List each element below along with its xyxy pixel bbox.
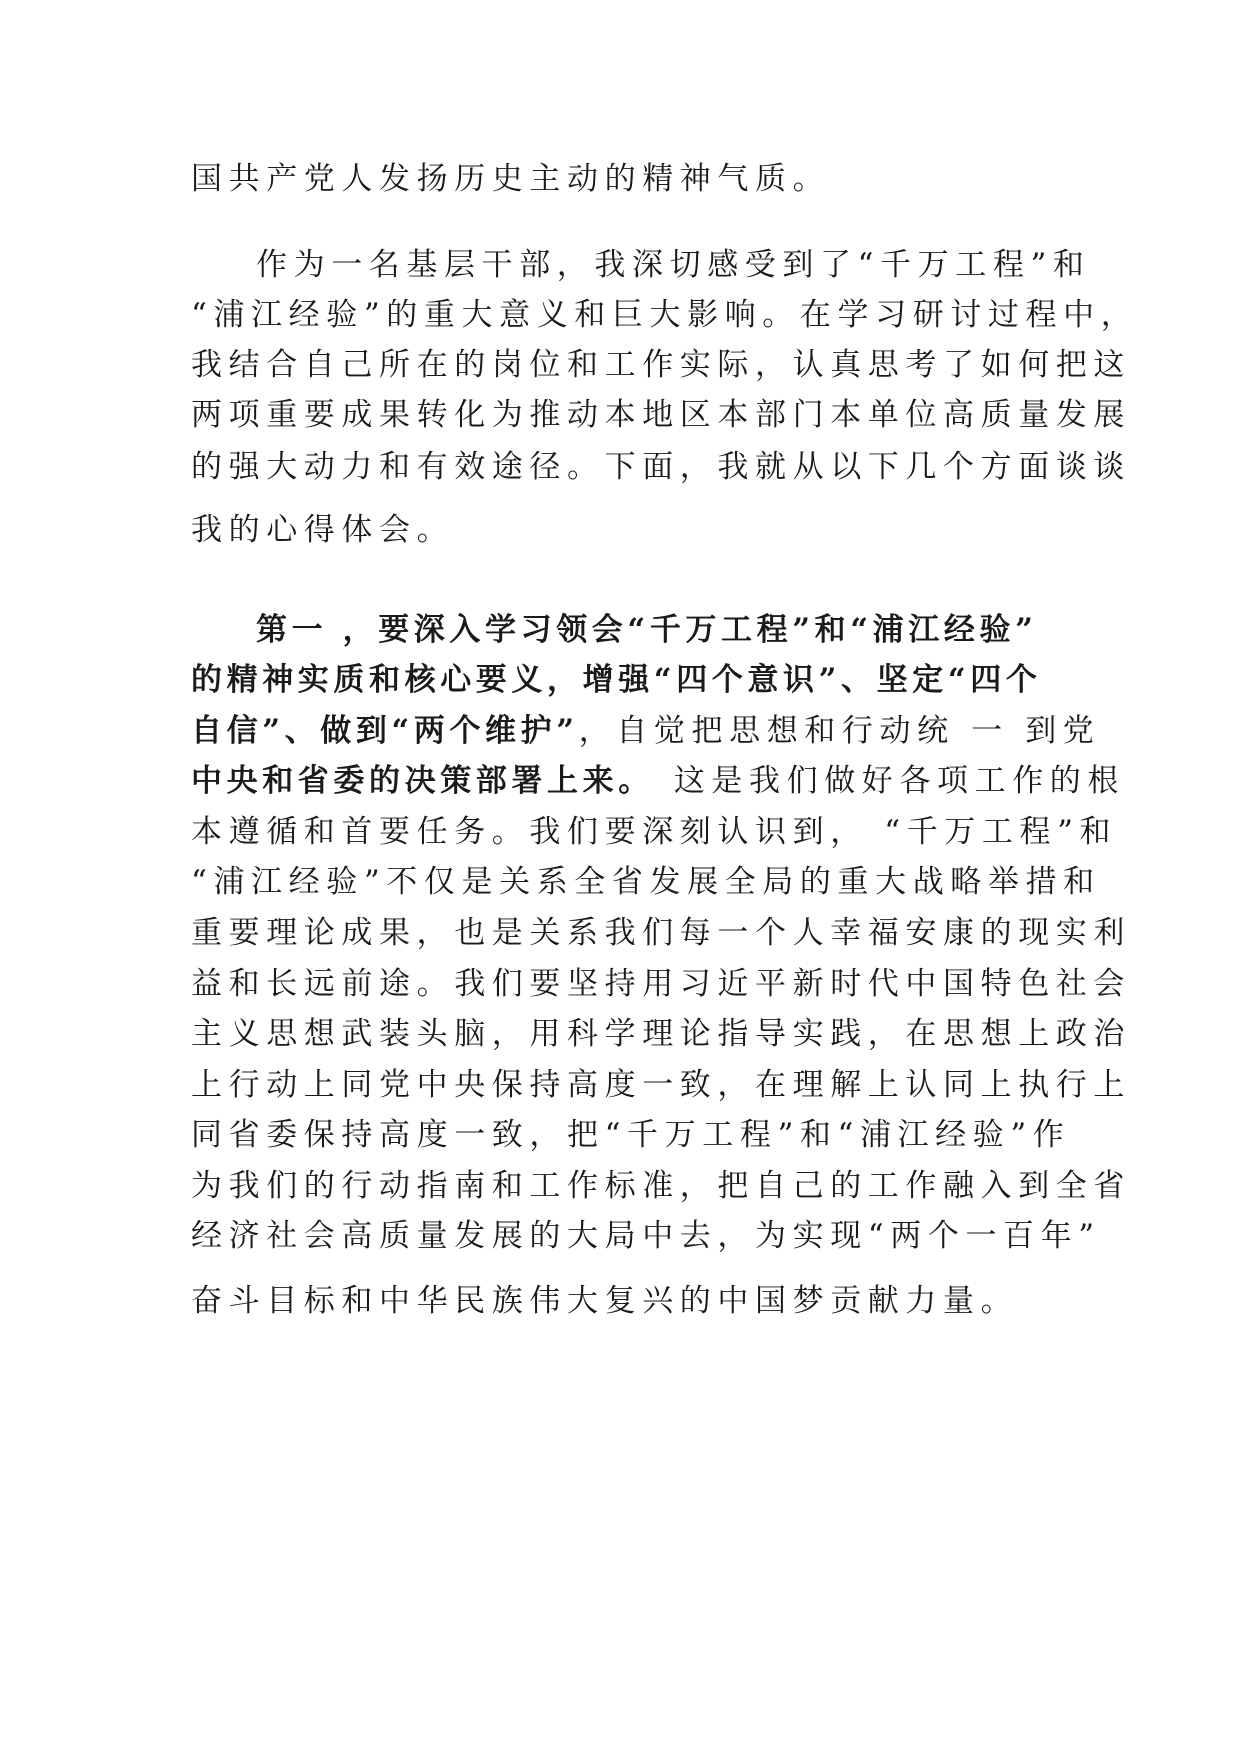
section-heading-line: 第一 ，要深入学习领会“千万工程”和“浦江经验”: [256, 612, 1038, 648]
section-heading-mixed-line: [191, 713, 1101, 749]
paragraph-line: 本遵循和首要任务。我们要深刻认识到， “千万工程”和: [191, 814, 1118, 850]
paragraph-line: 两项重要成果转化为推动本地区本部门本单位高质量发展: [191, 397, 1131, 433]
paragraph-line: 国共产党人发扬历史主动的精神气质。: [191, 161, 831, 197]
section-heading-fragment: 自信”、做到“两个维护”: [191, 713, 579, 749]
paragraph-line: 经济社会高质量发展的大局中去，为实现“两个一百年”: [191, 1218, 1101, 1254]
paragraph-fragment: 这是我们做好各项工作的根: [673, 763, 1126, 799]
paragraph-line: 的强大动力和有效途径。下面，我就从以下几个方面谈谈: [191, 449, 1131, 485]
paragraph-line: 我的心得体会。: [191, 512, 455, 548]
paragraph-line: 作为一名基层干部，我深切感受到了“千万工程”和: [256, 247, 1091, 283]
paragraph-line: 上行动上同党中央保持高度一致，在理解上认同上执行上: [191, 1067, 1131, 1103]
paragraph-line: 奋斗目标和中华民族伟大复兴的中国梦贡献力量。: [191, 1283, 1019, 1319]
paragraph-line: 我结合自己所在的岗位和工作实际，认真思考了如何把这: [191, 347, 1131, 383]
paragraph-line: “浦江经验”的重大意义和巨大影响。在学习研讨过程中，: [191, 297, 1139, 333]
paragraph-line: 重要理论成果，也是关系我们每一个人幸福安康的现实利: [191, 915, 1131, 951]
section-heading-line: 的精神实质和核心要义，增强“四个意识”、坚定“四个: [191, 662, 1042, 698]
paragraph-line: 益和长远前途。我们要坚持用习近平新时代中国特色社会: [191, 966, 1131, 1002]
paragraph-line: “浦江经验”不仅是关系全省发展全局的重大战略举措和: [191, 864, 1101, 900]
section-heading-fragment: 中央和省委的决策部署上来。: [191, 763, 654, 799]
paragraph-fragment: ，自觉把思想和行动统 一 到党: [578, 713, 1101, 749]
paragraph-line: 主义思想武装头脑，用科学理论指导实践，在思想上政治: [191, 1016, 1131, 1052]
section-heading-mixed-line: [191, 763, 1126, 799]
paragraph-line: 同省委保持高度一致，把“千万工程”和“浦江经验”作: [191, 1117, 1071, 1153]
paragraph-line: 为我们的行动指南和工作标准，把自己的工作融入到全省: [191, 1168, 1131, 1204]
